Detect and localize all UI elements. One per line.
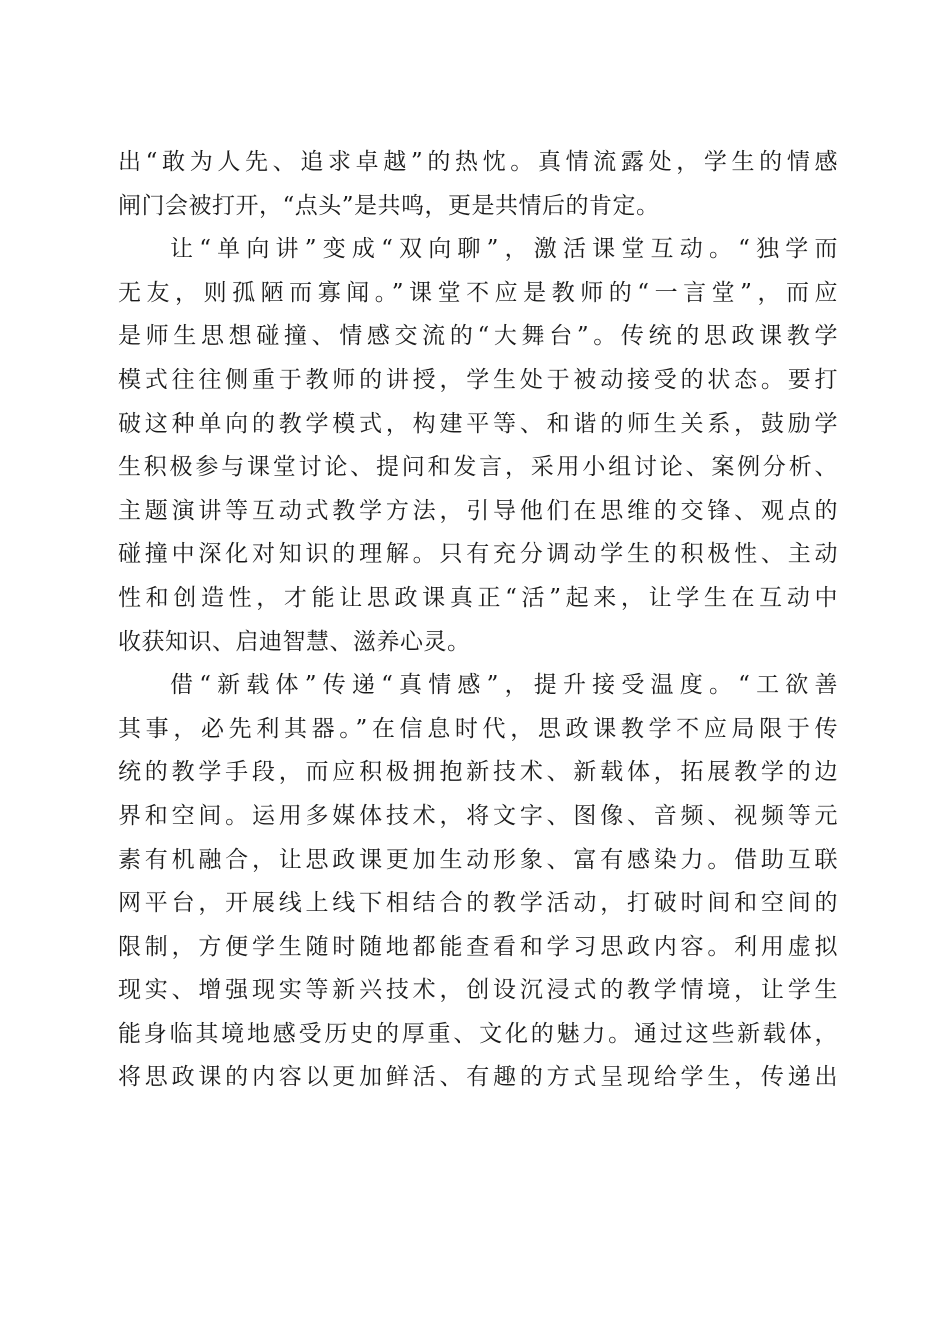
text-line: 现实、增强现实等新兴技术，创设沉浸式的教学情境，让学生 [118,977,838,1004]
text-line: 无友，则孤陋而寡闻。”课堂不应是教师的“一言堂”，而应 [118,279,838,306]
text-line: 限制，方便学生随时随地都能查看和学习思政内容。利用虚拟 [118,933,838,960]
body-text [118,141,838,1100]
text-line: 主题演讲等互动式教学方法，引导他们在思维的交锋、观点的 [118,497,838,524]
text-line: 借“新载体”传递“真情感”，提升接受温度。“工欲善 [170,672,838,699]
text-line: 素有机融合，让思政课更加生动形象、富有感染力。借助互联 [118,846,838,873]
text-line: 将思政课的内容以更加鲜活、有趣的方式呈现给学生，传递出 [118,1064,838,1091]
text-line: 碰撞中深化对知识的理解。只有充分调动学生的积极性、主动 [118,541,838,568]
text-line: 网平台，开展线上线下相结合的教学活动，打破时间和空间的 [118,890,838,917]
text-line: 出“敢为人先、追求卓越”的热忱。真情流露处，学生的情感 [118,149,838,175]
text-line: 是师生思想碰撞、情感交流的“大舞台”。传统的思政课教学 [118,323,838,350]
text-line: 能身临其境地感受历史的厚重、文化的魅力。通过这些新载体， [118,1020,838,1047]
text-line: 界和空间。运用多媒体技术，将文字、图像、音频、视频等元 [118,802,838,829]
text-line: 让“单向讲”变成“双向聊”，激活课堂互动。“独学而 [170,236,838,263]
text-line: 其事，必先利其器。”在信息时代，思政课教学不应局限于传 [118,715,838,742]
text-line: 收获知识、启迪智慧、滋养心灵。 [118,628,471,655]
text-line: 破这种单向的教学模式，构建平等、和谐的师生关系，鼓励学 [118,410,838,437]
text-line: 统的教学手段，而应积极拥抱新技术、新载体，拓展教学的边 [118,759,838,786]
text-line: 模式往往侧重于教师的讲授，学生处于被动接受的状态。要打 [118,366,838,393]
text-line: 性和创造性，才能让思政课真正“活”起来，让学生在互动中 [118,584,838,611]
text-line: 闸门会被打开，“点头”是共鸣，更是共情后的肯定。 [118,192,660,219]
text-line: 生积极参与课堂讨论、提问和发言，采用小组讨论、案例分析、 [118,454,838,481]
